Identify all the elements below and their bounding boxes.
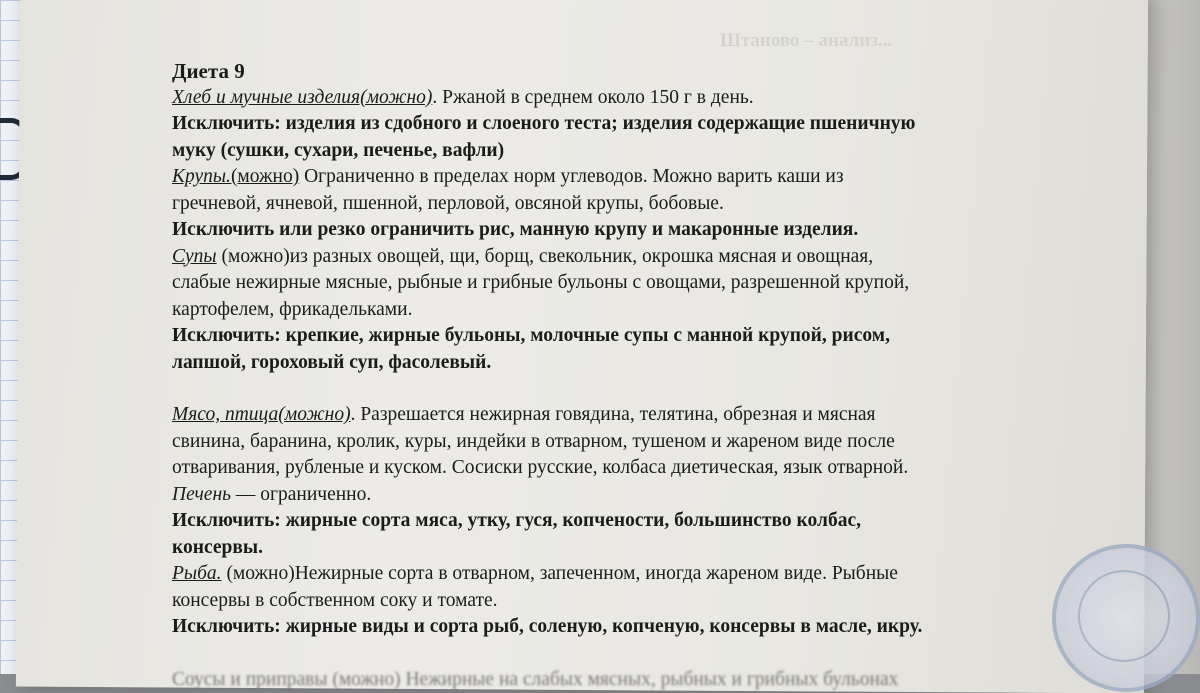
text-line: Рыба. (можно)Нежирные сорта в отварном, запеченном, иногда жареном виде. Рыбные bbox=[172, 561, 1072, 588]
text-line: слабые нежирные мясные, рыбные и грибные бульоны с овощами, разрешенной крупой, bbox=[172, 270, 1072, 297]
spacer bbox=[172, 376, 1072, 402]
text-line: Соусы и приправы (можно) Нежирные на слабых мясных, рыбных и грибных бульонах bbox=[172, 667, 1072, 693]
watermark-text: Штаново – анализ... bbox=[720, 30, 892, 52]
text-line: Хлеб и мучные изделия(можно). Ржаной в среднем около 150 г в день. bbox=[172, 85, 1072, 112]
text-line: консервы в собственном соку и томате. bbox=[172, 588, 1072, 615]
logo-stamp bbox=[1052, 544, 1200, 692]
text-line: свинина, баранина, кролик, куры, индейки в отварном, тушеном и жареном виде после bbox=[172, 429, 1072, 456]
text-line: Исключить: жирные виды и сорта рыб, соленую, копченую, консервы в масле, икру. bbox=[172, 614, 1072, 641]
text-line: консервы. bbox=[172, 535, 1072, 562]
text-line: Печень — ограниченно. bbox=[172, 482, 1072, 509]
text-line: гречневой, ячневой, пшенной, перловой, овсяной крупы, бобовые. bbox=[172, 191, 1072, 218]
text-line: Супы (можно)из разных овощей, щи, борщ, свекольник, окрошка мясная и овощная, bbox=[172, 244, 1072, 271]
text-line: лапшой, гороховый суп, фасолевый. bbox=[172, 350, 1072, 377]
logo-emblem bbox=[1078, 570, 1170, 662]
text-line: муку (сушки, сухари, печенье, вафли) bbox=[172, 138, 1072, 165]
text-line: Крупы.(можно) Ограниченно в пределах норм углеводов. Можно варить каши из bbox=[172, 164, 1072, 191]
text-line: Мясо, птица(можно). Разрешается нежирная говядина, телятина, обрезная и мясная bbox=[172, 402, 1072, 429]
text-line: картофелем, фрикадельками. bbox=[172, 297, 1072, 324]
spacer bbox=[172, 641, 1072, 667]
text-line: Исключить или резко ограничить рис, манную крупу и макаронные изделия. bbox=[172, 217, 1072, 244]
text-line: Исключить: жирные сорта мяса, утку, гуся, копчености, большинство колбас, bbox=[172, 508, 1072, 535]
text-line: Исключить: изделия из сдобного и слоеного теста; изделия содержащие пшеничную bbox=[172, 111, 1072, 138]
text-line: Исключить: крепкие, жирные бульоны, молочные супы с манной крупой, рисом, bbox=[172, 323, 1072, 350]
document-title: Диета 9 bbox=[172, 58, 1072, 85]
text-line: отваривания, рубленые и куском. Сосиски русские, колбаса диетическая, язык отварной. bbox=[172, 455, 1072, 482]
document-body bbox=[172, 58, 1072, 693]
